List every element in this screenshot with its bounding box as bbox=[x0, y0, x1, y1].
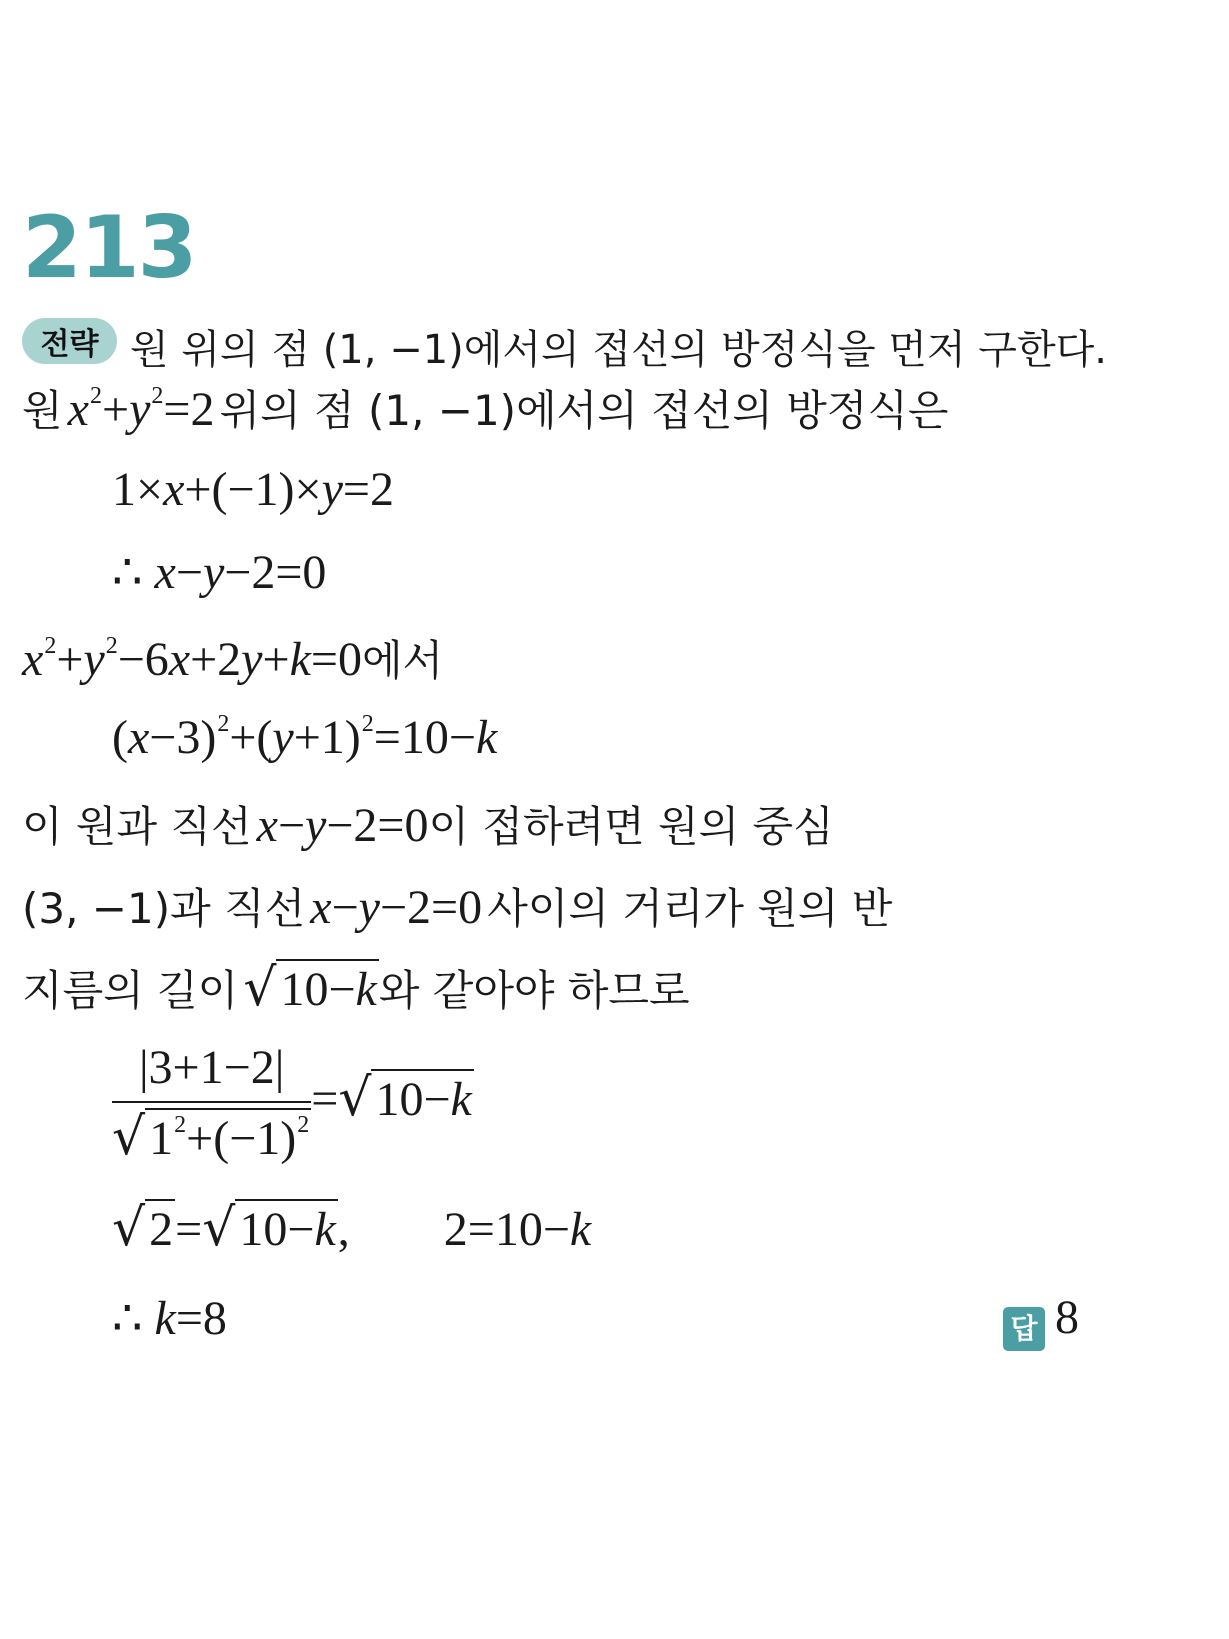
distance-fraction bbox=[112, 1040, 311, 1167]
fraction-denominator: $√1^2+(-1)^2$ bbox=[112, 1107, 310, 1167]
tangent-substitution: 1×x+(−1)×y=2 bbox=[112, 463, 394, 516]
line-7-end: 사이의 거리가 원의 반 bbox=[487, 884, 893, 933]
solution-line-7 bbox=[22, 876, 892, 936]
tangent-line-equation: ∴ x−y−2=0 bbox=[112, 546, 327, 599]
simplified-equation: √2=√10−k, 2=10−k bbox=[112, 1198, 592, 1258]
radius-sqrt-rhs: √10−k bbox=[338, 1067, 472, 1128]
circle-equation: $x^2+y^2=2$ bbox=[67, 383, 215, 436]
distance-formula: $\frac{|3+1-2|}{√1^2+(-1)^2}$ =√10−k bbox=[112, 1041, 472, 1167]
line-7-start: (3, −1)과 직선 bbox=[22, 884, 306, 933]
line-7-equation: x−y−2=0 bbox=[310, 881, 483, 934]
line-4-end: 에서 bbox=[361, 636, 444, 685]
line-1-start: 원 bbox=[22, 386, 63, 435]
line-6-equation: x−y−2=0 bbox=[256, 799, 429, 852]
general-circle-equation: $x^2+y^2-6x+2y+k=0$ bbox=[22, 633, 362, 686]
solution-line-8 bbox=[22, 958, 690, 1018]
k-result: ∴ k=8 bbox=[112, 1292, 227, 1345]
answer-badge: 답 bbox=[1003, 1307, 1045, 1351]
line-6-end: 이 접하려면 원의 중심 bbox=[428, 802, 834, 851]
fraction-numerator: |3+1−2| bbox=[138, 1041, 285, 1094]
problem-number: 213 bbox=[22, 198, 196, 298]
standard-circle-equation: $(x-3)^2+(y+1)^2=10-k$ bbox=[112, 711, 498, 764]
line-1-end: 위의 점 (1, −1)에서의 접선의 방정식은 bbox=[219, 386, 949, 435]
solution-line-1 bbox=[22, 378, 949, 438]
line-6-start: 이 원과 직선 bbox=[22, 802, 252, 851]
strategy-text: 원 위의 점 (1, −1)에서의 접선의 방정식을 먼저 구한다. bbox=[130, 327, 1107, 373]
line-8-start: 지름의 길이 bbox=[22, 966, 239, 1015]
answer bbox=[1003, 1290, 1079, 1351]
answer-value: 8 bbox=[1055, 1291, 1079, 1344]
solution-line-6 bbox=[22, 794, 834, 854]
line-8-end: 와 같아야 하므로 bbox=[378, 966, 690, 1015]
strategy-badge: 전략 bbox=[22, 318, 117, 364]
radius-sqrt: √10−k bbox=[243, 958, 377, 1018]
solution-line-4 bbox=[22, 628, 443, 688]
